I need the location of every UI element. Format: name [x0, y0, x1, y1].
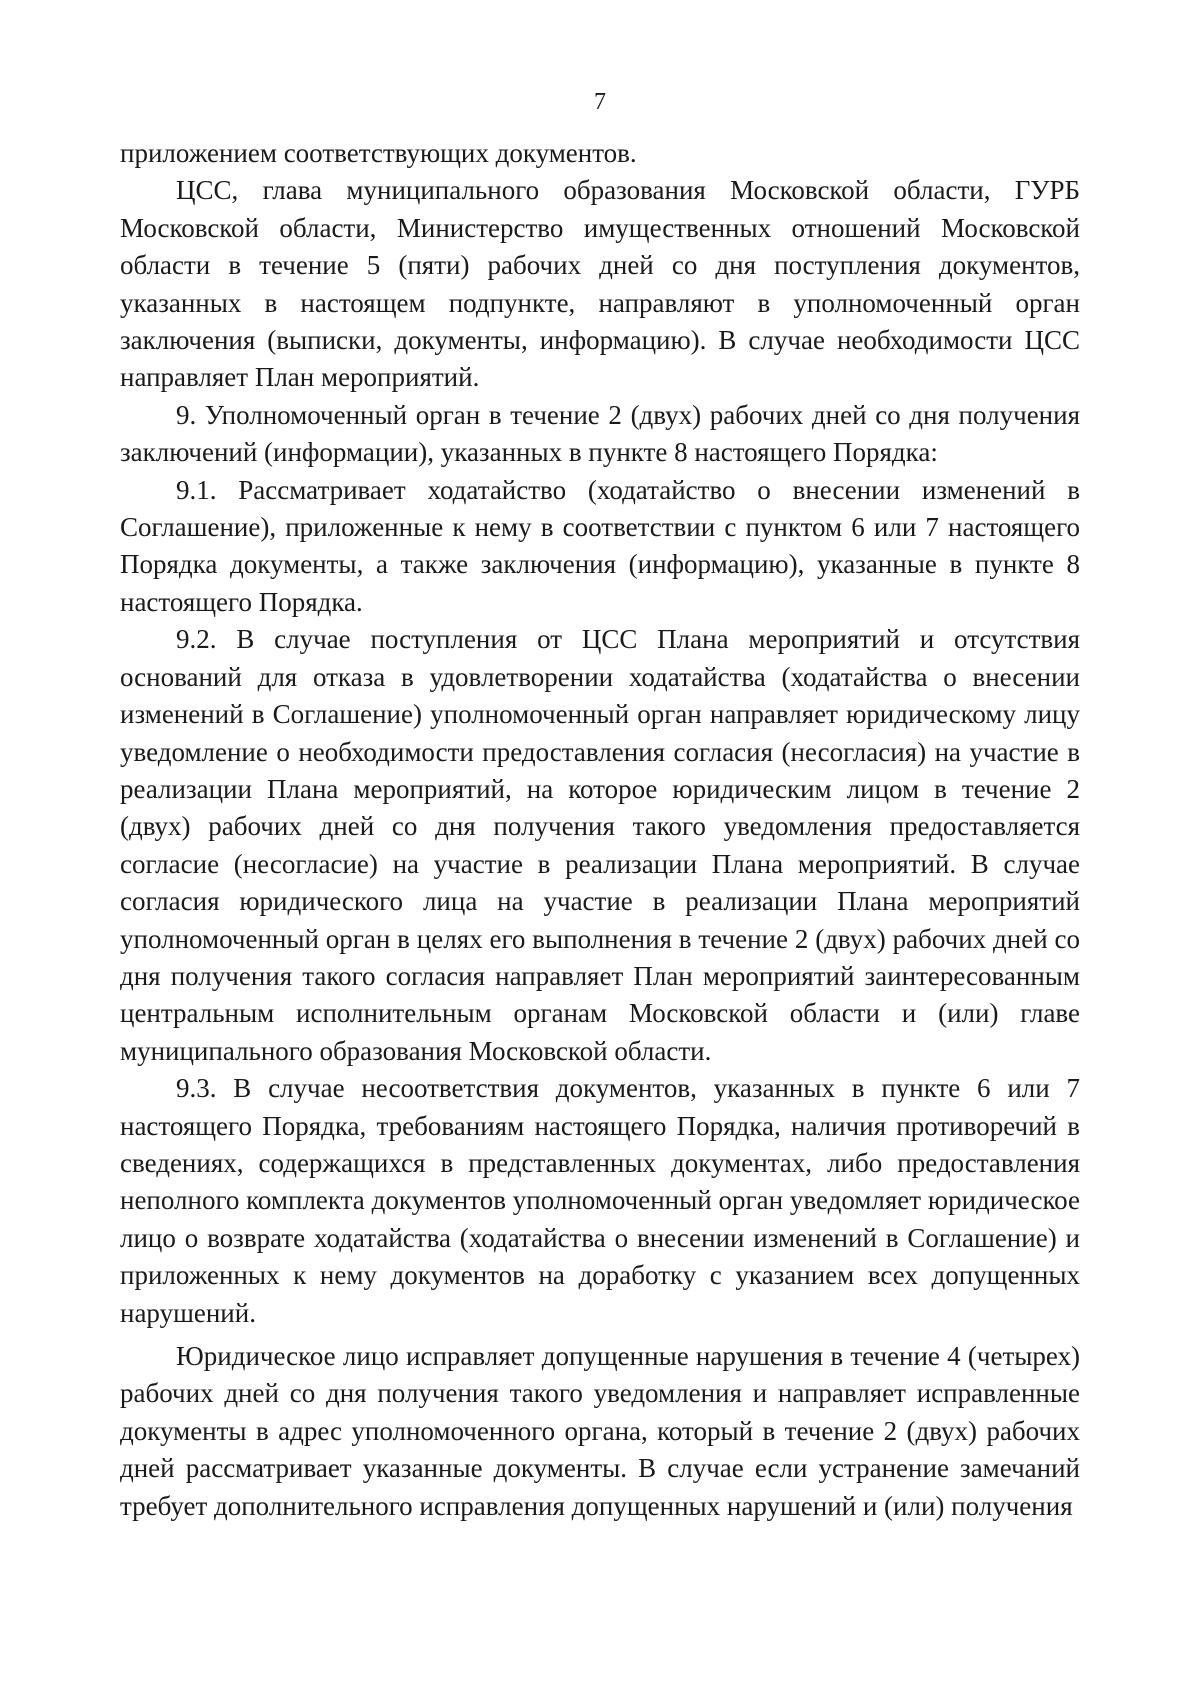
page-number: 7	[594, 89, 606, 115]
paragraph-clause-9-3: 9.3. В случае несоответствия документов, указанных в пункте 6 или 7 настоящего Порядка, требованиям настоящего Порядка, наличия противоречий в сведениях, содержащихся в представленных документах, либо предоставления неполного комплекта документов уполномоченный орган уведомляет юридическое лицо о возврате ходатайства (ходатайства о внесении изменений в Соглашение) и приложенных к нему документов на доработку с указанием всех допущенных нарушений.	[120, 1073, 1080, 1328]
paragraph-legal-entity-corrections: Юридическое лицо исправляет допущенные нарушения в течение 4 (четырех) рабочих дней со дня получения такого уведомления и направляет исправленные документы в адрес уполномоченного органа, который в течение 2 (двух) рабочих дней рассматривает указанные документы. В случае если устранение замечаний требует дополнительного исправления допущенных нарушений и (или) получения	[120, 1341, 1080, 1521]
paragraph-css-submission: ЦСС, глава муниципального образования Московской области, ГУРБ Московской области, Министерство имущественных отношений Московской области в течение 5 (пяти) рабочих дней со дня поступления документов, указанных в настоящем подпункте, направляют в уполномоченный орган заключения (выписки, документы, информацию). В случае необходимости ЦСС направляет План мероприятий.	[120, 175, 1080, 393]
paragraph-clause-9-1: 9.1. Рассматривает ходатайство (ходатайство о внесении изменений в Соглашение), приложенные к нему в соответствии с пунктом 6 или 7 настоящего Порядка документы, а также заключения (информацию), указанные в пункте 8 настоящего Порядка.	[120, 474, 1080, 617]
document-body	[120, 135, 1080, 1525]
paragraph-continuation: приложением соответствующих документов.	[120, 138, 637, 168]
paragraph-clause-9: 9. Уполномоченный орган в течение 2 (двух) рабочих дней со дня получения заключений (информации), указанных в пункте 8 настоящего Порядка:	[120, 399, 1080, 468]
paragraph-clause-9-2: 9.2. В случае поступления от ЦСС Плана мероприятий и отсутствия оснований для отказа в удовлетворении ходатайства (ходатайства о внесении изменений в Соглашение) уполномоченный орган направляет юридическому лицу уведомление о необходимости предоставления согласия (несогласия) на участие в реализации Плана мероприятий, на которое юридическим лицом в течение 2 (двух) рабочих дней со дня получения такого уведомления предоставляется согласие (несогласие) на участие в реализации Плана мероприятий. В случае согласия юридического лица на участие в реализации Плана мероприятий уполномоченный орган в целях его выполнения в течение 2 (двух) рабочих дней со дня получения такого согласия направляет План мероприятий заинтересованным центральным исполнительным органам Московской области и (или) главе муниципального образования Московской области.	[120, 624, 1080, 1066]
